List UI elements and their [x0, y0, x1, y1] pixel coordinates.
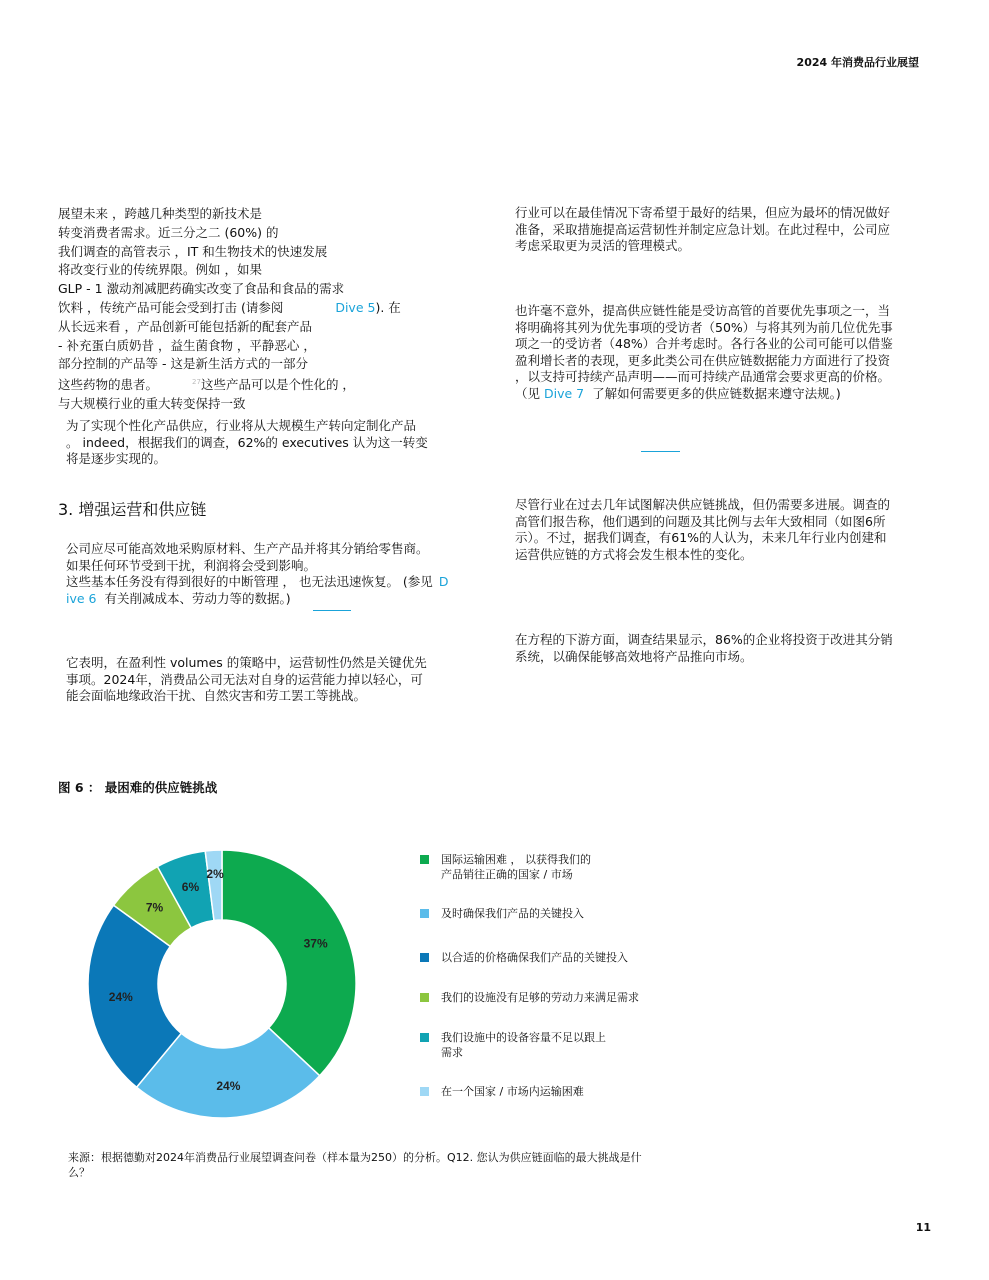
text-line: 公司应尽可能高效地采购原材料、生产产品并将其分销给零售商。	[66, 541, 429, 556]
text-line: 如果任何环节受到干扰，利润将会受到影响。	[66, 557, 317, 573]
text-fragment: 这些药物的患者。	[58, 377, 159, 393]
text-line: 运营供应链的方式将会发生根本性的变化。	[515, 546, 753, 562]
link-underline	[641, 451, 680, 452]
page-header: 2024 年消费品行业展望	[796, 56, 919, 69]
text-line: 在方程的下游方面，调查结果显示，86%的企业将投资于改进其分销	[515, 632, 893, 647]
text-line: 将是逐步实现的。	[66, 451, 167, 466]
text-line: 示）。不过，据我们调查，有61%的人认为，未来几年行业内创建和	[515, 530, 887, 545]
legend-swatch	[420, 993, 429, 1002]
legend-label-line: 我们的设施没有足够的劳动力来满足需求	[441, 991, 639, 1004]
legend-swatch	[420, 855, 429, 864]
text-line	[515, 386, 893, 403]
text-line: 尽管行业在过去几年试图解决供应链挑战，但仍需要多进展。调查的	[515, 497, 891, 512]
legend-label	[441, 950, 628, 965]
text-line: 从长远来看 ，产品创新可能包括新的配套产品	[58, 318, 312, 334]
legend-label	[441, 990, 639, 1005]
legend-label-line: 需求	[441, 1046, 463, 1059]
text-line	[66, 591, 448, 608]
text-line: 我们调查的高管表示 ，IT 和生物技术的快速发展	[58, 243, 328, 259]
figure-source	[68, 1150, 658, 1180]
right-para-1	[515, 205, 890, 255]
slice-label: 6%	[181, 879, 200, 894]
legend-label	[441, 1030, 606, 1060]
legend-label-line: 产品销往正确的国家 / 市场	[441, 868, 573, 881]
legend-label	[441, 1084, 584, 1099]
text-line: 将改变行业的传统界限。例如 ，如果	[58, 262, 262, 278]
slice-label: 24%	[108, 989, 133, 1004]
left-para-3	[66, 541, 448, 607]
legend-label-line: 国际运输困难 ， 以获得我们的	[441, 853, 591, 866]
section-heading: 3. 增强运营和供应链	[58, 500, 207, 519]
dive-7-link[interactable]: Dive 7	[544, 385, 585, 401]
text-line: - 补充蛋白质奶昔 ，益生菌食物 ，平静恶心 ，	[58, 337, 316, 353]
text-line	[66, 574, 448, 591]
text-line: 展望未来 ，跨越几种类型的新技术是	[58, 206, 262, 221]
text-fragment: 这些基本任务没有得到很好的中断管理 ， 也无法迅速恢复。 (参见	[66, 574, 433, 589]
figure-title: 图 6 ： 最困难的供应链挑战	[58, 780, 218, 795]
text-line: 高管们报告称，他们遇到的问题及其比例与去年大致相同（如图6所	[515, 513, 886, 529]
slice-label: 24%	[216, 1078, 241, 1093]
legend-swatch	[420, 1087, 429, 1096]
right-para-2	[515, 303, 893, 402]
footnote-ref[interactable]: 27	[192, 378, 201, 387]
text-line: 也许毫不意外，提高供应链性能是受访高管的首要优先事项之一，当	[515, 303, 891, 318]
text-fragment: ). 在	[375, 299, 401, 315]
text-line: 。 indeed，根据我们的调查，62%的 executives 认为这一转变	[66, 434, 428, 450]
text-line: 项之一的受访者（48%）合并考虑时。各行各业的公司可能可以借鉴	[515, 336, 893, 351]
dive-5-link[interactable]: Dive 5	[335, 299, 376, 315]
left-para-2	[66, 418, 428, 468]
donut-slice	[222, 850, 356, 1076]
legend-swatch	[420, 909, 429, 918]
text-fragment: 饮料 ，传统产品可能会受到打击 (请参阅	[58, 299, 284, 315]
left-para-4	[66, 655, 427, 705]
text-fragment: 有关削减成本、劳动力等的数据。)	[104, 590, 291, 606]
legend-swatch	[420, 1033, 429, 1042]
text-line	[58, 374, 401, 394]
text-line: 部分控制的产品等 - 这是新生活方式的一部分	[58, 356, 308, 372]
text-line: 将明确将其列为优先事项的受访者（50%）与将其列为前几位优先事	[515, 319, 893, 335]
slice-label: 7%	[145, 900, 164, 915]
left-para-1	[58, 205, 401, 413]
legend-swatch	[420, 953, 429, 962]
donut-chart	[80, 838, 370, 1128]
text-line: 考虑采取更为灵活的管理模式。	[515, 238, 691, 253]
text-line: 转变消费者需求。近三分之二 (60%) 的	[58, 224, 279, 240]
page-number: 11	[915, 1221, 931, 1234]
text-line: 系统，以确保能够高效地将产品推向市场。	[515, 648, 753, 664]
right-para-3	[515, 497, 890, 563]
text-line: GLP - 1 激动剂减肥药确实改变了食品和食品的需求	[58, 281, 345, 297]
text-line: ，以支持可持续产品声明——而可持续产品通常会要求更高的价格。	[515, 369, 891, 384]
text-fragment: 这些产品可以是个性化的 ，	[200, 377, 355, 393]
right-para-4	[515, 632, 893, 665]
text-line: 为了实现个性化产品供应，行业将从大规模生产转向定制化产品	[66, 418, 417, 433]
slice-label: 37%	[303, 936, 328, 951]
text-line: 与大规模行业的重大转变保持一致	[58, 395, 246, 411]
dive-6-link[interactable]: ive 6	[66, 590, 97, 606]
legend-label-line: 在一个国家 / 市场内运输困难	[441, 1085, 584, 1098]
text-line	[58, 299, 401, 317]
text-line: 盈利增长者的表现，更多此类公司在供应链数据能力方面进行了投资	[515, 352, 891, 368]
text-line: 准备，采取措施提高运营韧性并制定应急计划。在此过程中，公司应	[515, 221, 891, 237]
slice-label: 2%	[206, 867, 224, 882]
source-line: 么？	[68, 1166, 90, 1179]
legend-label-line: 我们设施中的设备容量不足以跟上	[441, 1031, 606, 1044]
source-line: 来源：根据德勤对2024年消费品行业展望调查问卷（样本量为250）的分析。Q12. 您认为供应链面临的最大挑战是什	[68, 1151, 642, 1164]
legend-label	[441, 906, 584, 921]
text-line: 能会面临地缘政治干扰、自然灾害和劳工罢工等挑战。	[66, 688, 367, 703]
link-underline	[313, 610, 351, 611]
text-line: 它表明，在盈利性 volumes 的策略中，运营韧性仍然是关键优先	[66, 655, 427, 670]
dive-6-link[interactable]: D	[438, 574, 449, 589]
text-line: 事项。2024年，消费品公司无法对自身的运营能力掉以轻心，可	[66, 671, 423, 687]
legend-label-line: 以合适的价格确保我们产品的关键投入	[441, 951, 628, 964]
text-fragment: （见	[515, 385, 541, 401]
text-fragment: 了解如何需要更多的供应链数据来遵守法规。)	[592, 385, 841, 401]
legend-label	[441, 852, 591, 882]
text-line: 行业可以在最佳情况下寄希望于最好的结果，但应为最坏的情况做好	[515, 205, 891, 220]
legend-label-line: 及时确保我们产品的关键投入	[441, 907, 584, 920]
